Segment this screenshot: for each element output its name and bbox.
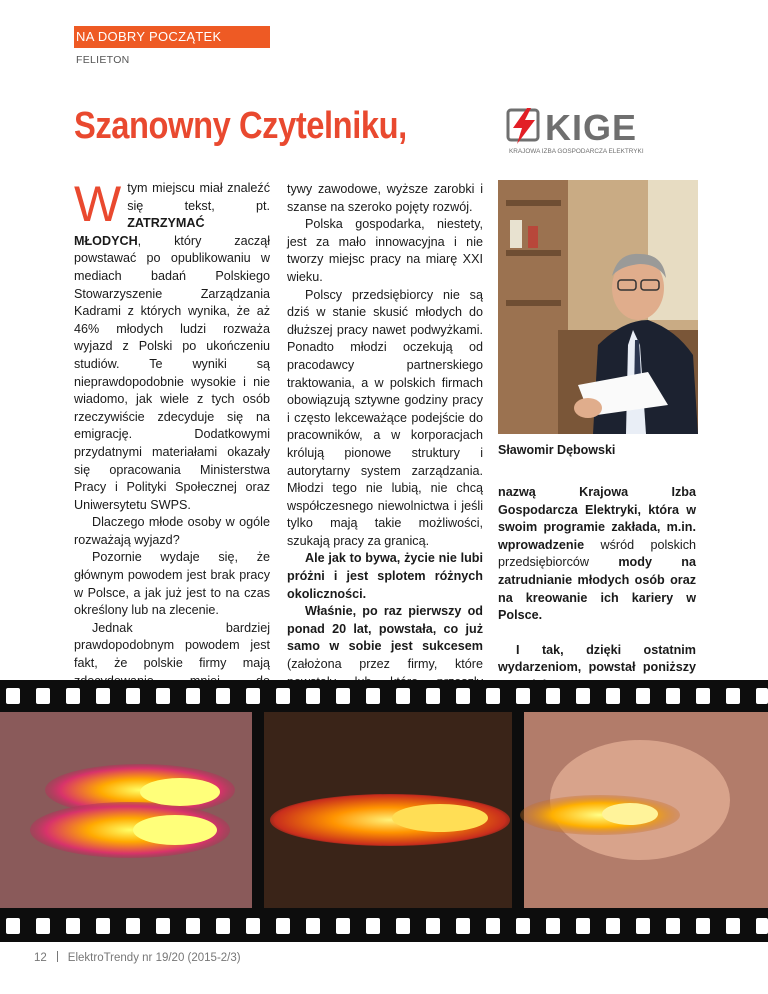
paragraph: Polscy przedsiębiorcy nie są dziś w stanie skusić młodych do dłuższej pracy nawet podwyżkami. Ponadto młodzi oczekują od pracodawcy partnerskiego traktowania, a w polskich firmach obowiązują sztywne godziny pracy i często lekceważące podejście do pracowników, a w korporacjach królują pionowe struktury i autorytarny system zarządzania. Młodzi tego nie lubią, nie chcą współczesnego niewolnictwa i jeśli tylko mają takie możliwości, szukają pracy za granicą. (287, 287, 483, 548)
lightning-logo-icon (508, 108, 538, 144)
bold-text: I tak, dzięki ostatnim wydarzeniom, powstał poniższy (498, 642, 696, 675)
svg-text:KIGE: KIGE (545, 107, 638, 148)
paragraph: Pozornie wydaje się, że głównym powodem jest brak pracy w Polsce, a jak już jest to na czas określony lub na zlecenie. (74, 550, 270, 618)
page-footer (34, 951, 241, 964)
film-strip-image (0, 680, 768, 942)
paragraph: Polska gospodarka, niestety, jest za mało innowacyjna i nie tworzy miejsc pracy na miarę XXI wieku. (287, 217, 483, 284)
sprocket-holes-bottom (6, 918, 768, 934)
logo-tagline: KRAJOWA IZBA GOSPODARCZA ELEKTRYKI (509, 148, 644, 155)
portrait-photo (498, 180, 698, 434)
paragraph-text: , który zaczął powstawać po opublikowaniu w mediach badań Polskiego Stowarzyszenie Zarządzania Kadrami z których wynika, że aż 46% młodych ludzi rozważa wyjazd z Polski po ukończeniu studiów. Te wyniki są nieprawdopodobnie wysokie i nie wiadomo, jak wiele z tych osób rzeczywiście zdecyduje się na emigrację. Dodatkowymi przydatnymi materiałami okazały się opracowania Ministerstwa Pracy i Polityki Społecznej oraz Uniwersytetu SWPS. (74, 233, 270, 512)
dropcap: W (74, 176, 122, 232)
kige-logo (505, 104, 669, 156)
portrait-illustration (498, 180, 698, 434)
bold-text: Ale jak to bywa, życie nie lubi próżni i jest splotem różnych okoliczności. (287, 551, 483, 601)
bold-text: mody na zatrudnianie młodych osób oraz na kreowanie ich kariery w Polsce. (498, 555, 696, 623)
subsection-label: FELIETON (76, 54, 130, 66)
article-column-2 (287, 181, 483, 744)
film-strip-graphic (0, 680, 768, 942)
bold-text: Właśnie, po raz pierwszy od ponad 20 lat, powstała, co już samo w sobie jest sukcesem (287, 604, 483, 654)
article-column-3 (498, 484, 696, 695)
paragraph-text: wśród polskich przedsiębiorców (498, 537, 696, 570)
paragraph-text: (założona przez firmy, które (287, 657, 483, 672)
section-tag: NA DOBRY POCZĄTEK (74, 26, 270, 48)
paragraph: tywy zawodowe, wyższe zarobki i szanse na szeroko pojęty rozwój. (287, 182, 483, 214)
headline-reference: ZATRZYMAĆ MŁODYCH (74, 216, 205, 248)
publication-info: ElektroTrendy nr 19/20 (2015-2/3) (67, 952, 241, 964)
bold-text: nazwą Krajowa Izba Gospodarcza Elektryki, która w swoim programie zakłada, m.in. wprowadzenie (498, 485, 696, 552)
paragraph (498, 484, 696, 625)
paragraph (287, 550, 483, 603)
photo-caption: Sławomir Dębowski (498, 443, 616, 457)
page-number: 12 (34, 952, 47, 964)
paragraph: Jednak bardziej prawdopodobnym powodem jest fakt, że polskie firmy mają (74, 620, 270, 671)
paragraph-text: tym miejscu miał znaleźć się tekst, pt. (127, 181, 270, 213)
footer-divider (57, 951, 58, 962)
sprocket-holes-top (6, 688, 768, 704)
page-title: Szanowny Czytelniku, (74, 105, 407, 147)
paragraph: Dlaczego młode osoby w ogóle rozważają wyjazd? (74, 515, 270, 547)
